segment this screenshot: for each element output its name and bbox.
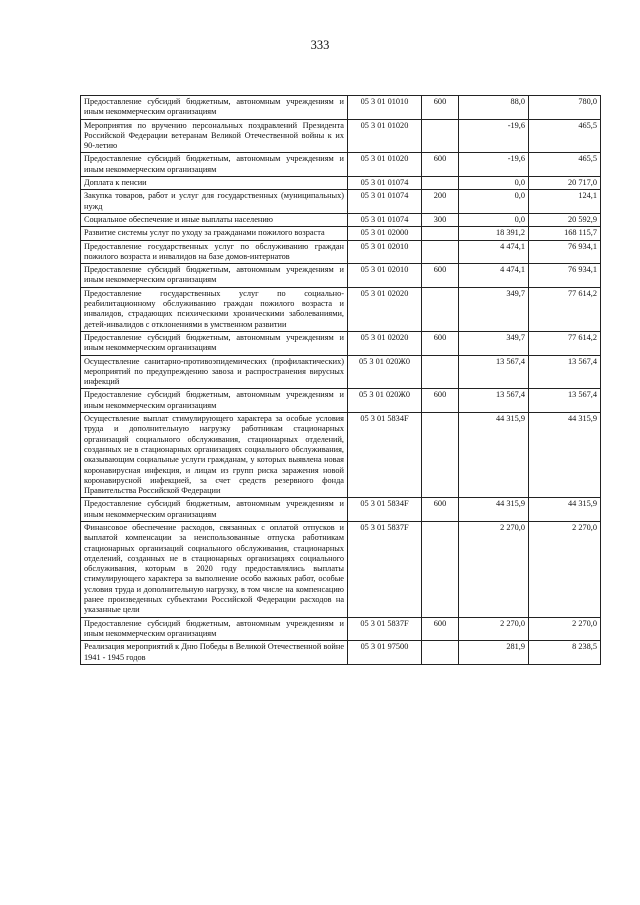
expense-type-code-cell: [422, 413, 459, 498]
expense-type-code-cell: 600: [422, 331, 459, 355]
expense-type-code-cell: [422, 177, 459, 190]
table-row: [81, 240, 601, 264]
amount-change-cell: 281,9: [459, 641, 529, 665]
amount-total-cell: 44 315,9: [529, 413, 601, 498]
amount-total-cell: 465,5: [529, 119, 601, 153]
target-article-code-cell: 05 3 01 5837F: [348, 521, 422, 617]
target-article-code-cell: 05 3 01 01074: [348, 190, 422, 214]
expense-type-code-cell: 600: [422, 96, 459, 120]
expense-type-code-cell: [422, 641, 459, 665]
target-article-code-cell: 05 3 01 02010: [348, 240, 422, 264]
amount-total-cell: 2 270,0: [529, 521, 601, 617]
expense-type-code-cell: 600: [422, 498, 459, 522]
table-row: [81, 119, 601, 153]
target-article-code-cell: 05 3 01 01074: [348, 213, 422, 226]
expenditure-name-cell: Предоставление государственных услуг по обслуживанию граждан пожилого возраста и инвалидов на базе домов-интернатов: [81, 240, 348, 264]
table-row: [81, 190, 601, 214]
amount-change-cell: 2 270,0: [459, 617, 529, 641]
table-row: [81, 498, 601, 522]
amount-total-cell: 780,0: [529, 96, 601, 120]
table-row: [81, 355, 601, 389]
amount-change-cell: 0,0: [459, 177, 529, 190]
table-row: [81, 389, 601, 413]
expenditure-name-cell: Предоставление субсидий бюджетным, автономным учреждениям и иным некоммерческим организациям: [81, 498, 348, 522]
table-row: [81, 521, 601, 617]
expense-type-code-cell: 600: [422, 617, 459, 641]
amount-total-cell: 76 934,1: [529, 264, 601, 288]
budget-table-body: [81, 96, 601, 665]
amount-total-cell: 20 717,0: [529, 177, 601, 190]
expenditure-name-cell: Осуществление выплат стимулирующего характера за особые условия труда и дополнительную нагрузку работникам стационарных организаций социального обслуживания, стационарных отделений, созданных не в стационарных организациях социального обслуживания, оказывающим социальные услуги гражданам, у которых выявлена новая коронавирусная инфекция, и лицам из групп риска заражения новой коронавирусной инфекцией, за счет средств резервного фонда Правительства Российской Федерации: [81, 413, 348, 498]
expense-type-code-cell: [422, 521, 459, 617]
expenditure-name-cell: Мероприятия по вручению персональных поздравлений Президента Российской Федерации ветеранам Великой Отечественной войны к их 90-летию: [81, 119, 348, 153]
budget-table: [80, 95, 601, 665]
expenditure-name-cell: Предоставление субсидий бюджетным, автономным учреждениям и иным некоммерческим организациям: [81, 389, 348, 413]
amount-change-cell: 18 391,2: [459, 227, 529, 240]
amount-change-cell: 2 270,0: [459, 521, 529, 617]
expenditure-name-cell: Предоставление субсидий бюджетным, автономным учреждениям и иным некоммерческим организациям: [81, 153, 348, 177]
expenditure-name-cell: Развитие системы услуг по уходу за гражданами пожилого возраста: [81, 227, 348, 240]
table-row: [81, 287, 601, 331]
amount-change-cell: 349,7: [459, 287, 529, 331]
amount-change-cell: -19,6: [459, 153, 529, 177]
amount-total-cell: 13 567,4: [529, 389, 601, 413]
target-article-code-cell: 05 3 01 02010: [348, 264, 422, 288]
table-row: [81, 264, 601, 288]
amount-total-cell: 13 567,4: [529, 355, 601, 389]
amount-change-cell: 88,0: [459, 96, 529, 120]
target-article-code-cell: 05 3 01 02020: [348, 287, 422, 331]
expenditure-name-cell: Реализация мероприятий к Дню Победы в Великой Отечественной войне 1941 - 1945 годов: [81, 641, 348, 665]
target-article-code-cell: 05 3 01 01074: [348, 177, 422, 190]
amount-total-cell: 44 315,9: [529, 498, 601, 522]
table-row: [81, 617, 601, 641]
expenditure-name-cell: Доплата к пенсии: [81, 177, 348, 190]
expenditure-name-cell: Предоставление субсидий бюджетным, автономным учреждениям и иным некоммерческим организациям: [81, 617, 348, 641]
target-article-code-cell: 05 3 01 02020: [348, 331, 422, 355]
amount-change-cell: 13 567,4: [459, 355, 529, 389]
target-article-code-cell: 05 3 01 020Ж0: [348, 389, 422, 413]
expense-type-code-cell: 600: [422, 153, 459, 177]
expense-type-code-cell: [422, 119, 459, 153]
expense-type-code-cell: 200: [422, 190, 459, 214]
target-article-code-cell: 05 3 01 02000: [348, 227, 422, 240]
amount-change-cell: 4 474,1: [459, 240, 529, 264]
page-number: 333: [310, 38, 330, 52]
amount-change-cell: 44 315,9: [459, 498, 529, 522]
table-row: [81, 227, 601, 240]
target-article-code-cell: 05 3 01 5834F: [348, 413, 422, 498]
expenditure-name-cell: Предоставление субсидий бюджетным, автономным учреждениям и иным некоммерческим организациям: [81, 331, 348, 355]
amount-total-cell: 76 934,1: [529, 240, 601, 264]
table-row: [81, 641, 601, 665]
amount-total-cell: 168 115,7: [529, 227, 601, 240]
expenditure-name-cell: Предоставление государственных услуг по социально-реабилитационному обслуживанию граждан пожилого возраста и инвалидов, страдающих психическими хроническими заболеваниями, детей-инвалидов с отклонениями в умственном развитии: [81, 287, 348, 331]
target-article-code-cell: 05 3 01 01010: [348, 96, 422, 120]
table-row: [81, 213, 601, 226]
expenditure-name-cell: Социальное обеспечение и иные выплаты населению: [81, 213, 348, 226]
amount-total-cell: 8 238,5: [529, 641, 601, 665]
expenditure-name-cell: Финансовое обеспечение расходов, связанных с оплатой отпусков и выплатой компенсации за неиспользованные отпуска работникам стационарных организаций социального обслуживания, стационарных отделений, созданных не в стационарных организациях социального обслуживания, которым в 2020 году предоставлялись выплаты стимулирующего характера за выполнение особо важных работ, особые условия труда и дополнительную нагрузку, в том числе на компенсацию ранее произведенных субъектами Российской Федерации расходов на указанные цели: [81, 521, 348, 617]
expense-type-code-cell: [422, 227, 459, 240]
expenditure-name-cell: Закупка товаров, работ и услуг для государственных (муниципальных) нужд: [81, 190, 348, 214]
amount-total-cell: 124,1: [529, 190, 601, 214]
amount-total-cell: 20 592,9: [529, 213, 601, 226]
target-article-code-cell: 05 3 01 020Ж0: [348, 355, 422, 389]
table-row: [81, 96, 601, 120]
expense-type-code-cell: 600: [422, 264, 459, 288]
expenditure-name-cell: Осуществление санитарно-противоэпидемических (профилактических) мероприятий по предупреждению завоза и распространения вирусных инфекций: [81, 355, 348, 389]
target-article-code-cell: 05 3 01 01020: [348, 119, 422, 153]
expense-type-code-cell: [422, 355, 459, 389]
amount-change-cell: -19,6: [459, 119, 529, 153]
amount-total-cell: 2 270,0: [529, 617, 601, 641]
amount-total-cell: 77 614,2: [529, 287, 601, 331]
target-article-code-cell: 05 3 01 5834F: [348, 498, 422, 522]
amount-total-cell: 77 614,2: [529, 331, 601, 355]
expenditure-name-cell: Предоставление субсидий бюджетным, автономным учреждениям и иным некоммерческим организациям: [81, 96, 348, 120]
amount-change-cell: 0,0: [459, 213, 529, 226]
table-row: [81, 413, 601, 498]
expense-type-code-cell: [422, 240, 459, 264]
expense-type-code-cell: [422, 287, 459, 331]
amount-change-cell: 0,0: [459, 190, 529, 214]
target-article-code-cell: 05 3 01 01020: [348, 153, 422, 177]
table-row: [81, 331, 601, 355]
amount-change-cell: 44 315,9: [459, 413, 529, 498]
expense-type-code-cell: 600: [422, 389, 459, 413]
table-row: [81, 153, 601, 177]
target-article-code-cell: 05 3 01 97500: [348, 641, 422, 665]
expense-type-code-cell: 300: [422, 213, 459, 226]
amount-total-cell: 465,5: [529, 153, 601, 177]
amount-change-cell: 349,7: [459, 331, 529, 355]
amount-change-cell: 13 567,4: [459, 389, 529, 413]
table-row: [81, 177, 601, 190]
amount-change-cell: 4 474,1: [459, 264, 529, 288]
target-article-code-cell: 05 3 01 5837F: [348, 617, 422, 641]
expenditure-name-cell: Предоставление субсидий бюджетным, автономным учреждениям и иным некоммерческим организациям: [81, 264, 348, 288]
